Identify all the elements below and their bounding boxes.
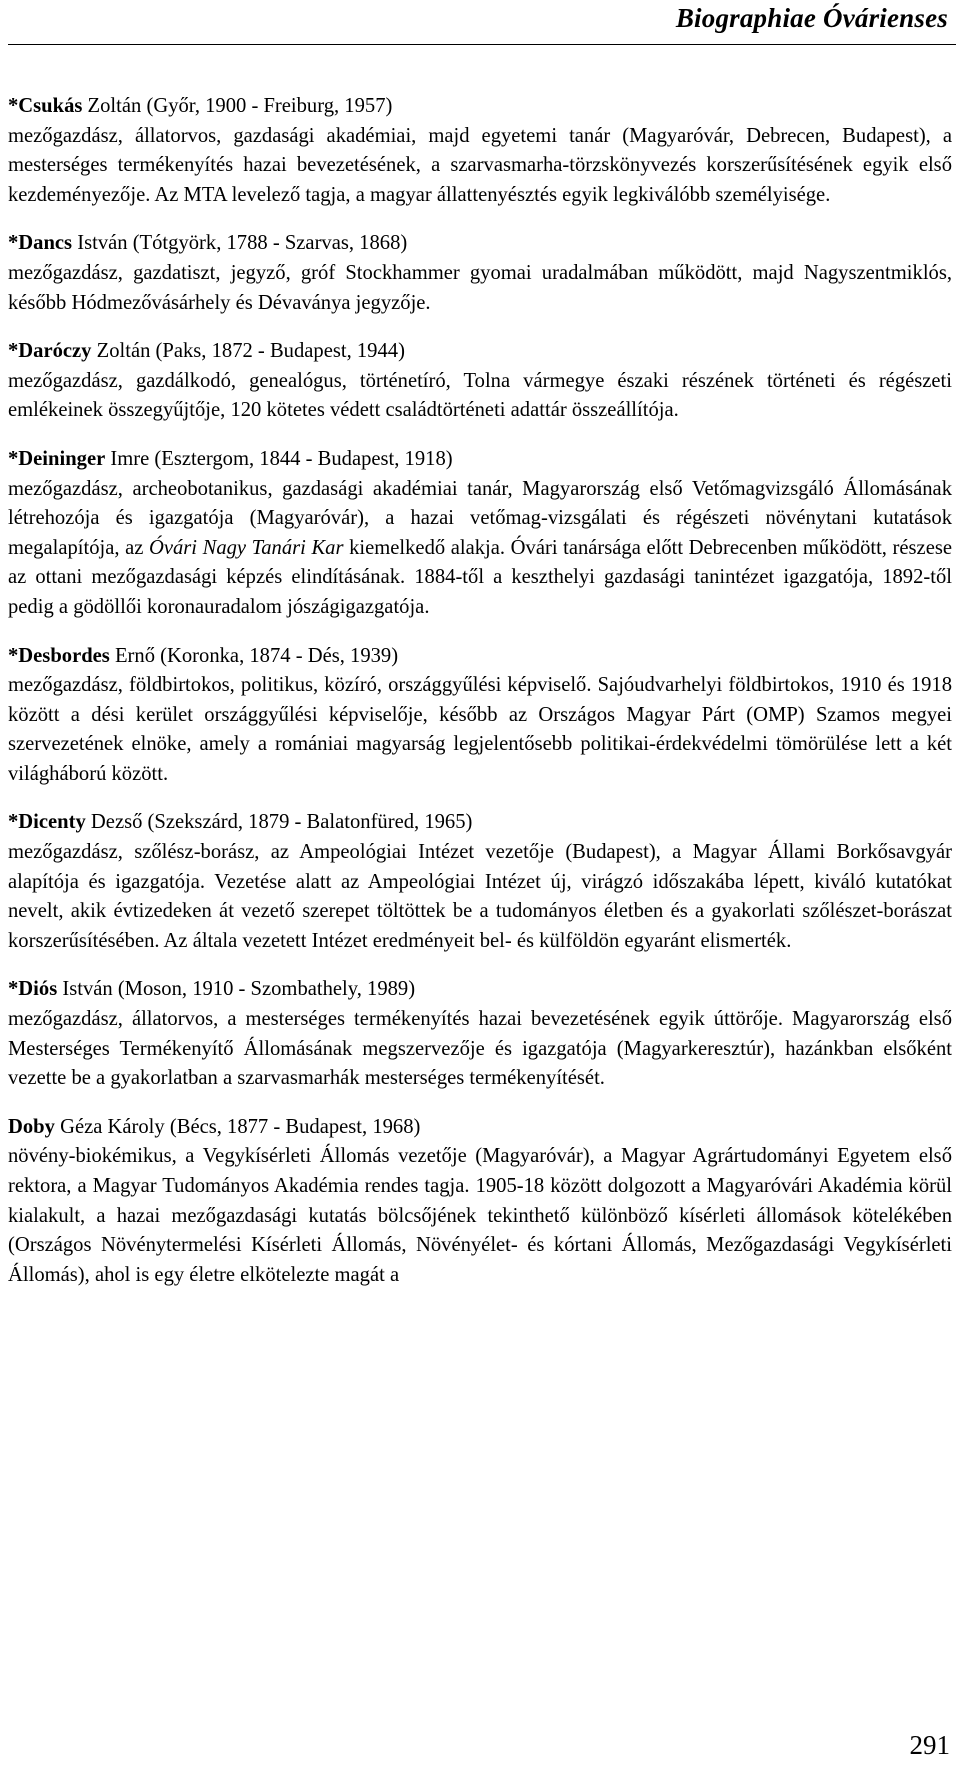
entry-description (8, 671, 952, 789)
entry-description (8, 1005, 952, 1094)
biography-entry (8, 92, 952, 210)
entry-heading (8, 445, 952, 475)
entry-name-dates: Ernő (Koronka, 1874 - Dés, 1939) (109, 644, 399, 667)
entry-surname: *Diós (8, 978, 58, 1001)
entry-description (8, 475, 952, 623)
entry-text: mezőgazdász, gazdatiszt, jegyző, gróf Stockhammer gyomai uradalmában működött, majd Nagyszentmiklós, később Hódmezővásárhely és Dévaványa jegyzője. (8, 261, 952, 314)
biography-entry (8, 445, 952, 623)
entry-name-dates: Zoltán (Győr, 1900 - Freiburg, 1957) (82, 95, 393, 117)
biography-entry (8, 337, 952, 426)
entry-text: mezőgazdász, gazdálkodó, genealógus, történetíró, Tolna vármegye északi részének történeti és régészeti emlékeinek összegyűjtője, 120 kötetes védett családtörténeti adattár összeállítója. (8, 369, 952, 422)
entry-text: mezőgazdász, szőlész-borász, az Ampeológiai Intézet vezetője (Budapest), a Magyar Állami Borkősavgyár alapítója és igazgatója. Vezetése alatt az Ampeológiai Intézet új, virágzó időszakába lépett, kiváló kutatókat nevelt, akik évtizedeken át vezető szerepet töltöttek be a tudományos életben és a gyakorlati szőlészet-borászat korszerűsítésében. Az általa vezetett Intézet eredményeit bel- és külföldön egyaránt elismerték. (8, 841, 952, 952)
entry-name-dates: István (Tótgyörk, 1788 - Szarvas, 1868) (72, 232, 408, 255)
entry-name-dates: Dezső (Szekszárd, 1879 - Balatonfüred, 1965) (85, 811, 473, 834)
entry-text: kiemelkedő alakja. Óvári tanársága előtt Debrecenben működött, részese az ottani mezőgazdasági képzés elindításának. 1884-től a keszthelyi gazdasági tanintézet igazgatója, 1892-től pedig a gödöllői koronauradalom jószágigazgatója. (8, 536, 952, 618)
biography-entry (8, 975, 952, 1093)
entry-heading (8, 642, 952, 672)
entry-heading (8, 337, 952, 367)
entry-heading (8, 92, 952, 122)
entry-surname: *Desbordes (8, 644, 110, 667)
entry-text: mezőgazdász, archeobotanikus, gazdasági akadémiai tanár, Magyarország első Vetőmagvizsgáló Állomásának létrehozója és igazgatója (Magyaróvár), a hazai vetőmag-vizsgálati és régészeti növénytani kutatások megalapítója, az (8, 477, 952, 559)
entry-name-dates: István (Moson, 1910 - Szombathely, 1989) (57, 978, 416, 1001)
entry-surname: *Dancs (8, 232, 73, 255)
entry-text: mezőgazdász, földbirtokos, politikus, közíró, országgyűlési képviselő. Sajóudvarhelyi földbirtokos, 1910 és 1918 között a dési kerület országgyűlési képviselője, később az Országos Magyar Párt (OMP) Szamos megyei szervezetének elnöke, amely a romániai magyarság legjelentősebb politikai-érdekvédelmi tömörülése lett a két világháború között. (8, 674, 952, 785)
entry-description (8, 259, 952, 318)
entry-description (8, 367, 952, 426)
entry-description (8, 122, 952, 211)
entry-surname: *Deininger (8, 447, 106, 470)
entry-surname: Doby (8, 1115, 55, 1138)
page-number: 291 (909, 1730, 950, 1760)
entry-name-dates: Géza Károly (Bécs, 1877 - Budapest, 1968) (54, 1115, 421, 1138)
entry-text: mezőgazdász, állatorvos, gazdasági akadémiai, majd egyetemi tanár (Magyaróvár, Debrecen, Budapest), a mesterséges termékenyítés hazai bevezetésének, a szarvasmarha-törzskönyvezés korszerűsítésének egyik első kezdeményezője. Az MTA levelező tagja, a magyar állattenyésztés egyik legkiválóbb személyisége. (8, 124, 952, 206)
entry-heading (8, 1113, 952, 1143)
entry-name-dates: Imre (Esztergom, 1844 - Budapest, 1918) (105, 447, 453, 470)
entry-surname: *Dicenty (8, 811, 86, 834)
biography-entry (8, 642, 952, 790)
entry-description (8, 838, 952, 956)
biography-entry (8, 1113, 952, 1291)
entry-name-dates: Zoltán (Paks, 1872 - Budapest, 1944) (91, 340, 405, 363)
entry-italic-text: Óvári Nagy Tanári Kar (148, 536, 344, 559)
entry-heading (8, 229, 952, 259)
entry-surname: *Daróczy (8, 340, 92, 363)
entry-surname: *Csukás (8, 95, 83, 117)
entry-text: növény-biokémikus, a Vegykísérleti Állomás vezetője (Magyaróvár), a Magyar Agrártudományi Egyetem első rektora, a Magyar Tudományos Akadémia rendes tagja. 1905-18 között dolgozott a Magyaróvári Akadémia körül kialakult, a hazai mezőgazdasági kutatás bölcsőjének tekinthető különböző kísérleti állomások kötelékében (Országos Növénytermelési Kísérleti Állomás, Növényélet- és kórtani Állomás, Mezőgazdasági Vegykísérleti Állomás), ahol is egy életre elkötelezte magát a (8, 1145, 952, 1286)
biography-entry (8, 229, 952, 318)
running-header (8, 0, 956, 45)
header-title: Biographiae Óvárienses (675, 3, 948, 33)
biography-list (8, 92, 952, 1309)
entry-heading (8, 808, 952, 838)
entry-text: mezőgazdász, állatorvos, a mesterséges termékenyítés hazai bevezetésének egyik úttörője. Magyarország első Mesterséges Termékenyítő Állomásának megszervezője és igazgatója (Magyarkeresztúr), hazánkban elsőként vezette be a gyakorlatban a szarvasmarhák mesterséges termékenyítését. (8, 1008, 952, 1090)
entry-heading (8, 975, 952, 1005)
biography-entry (8, 808, 952, 956)
entry-description (8, 1142, 952, 1290)
